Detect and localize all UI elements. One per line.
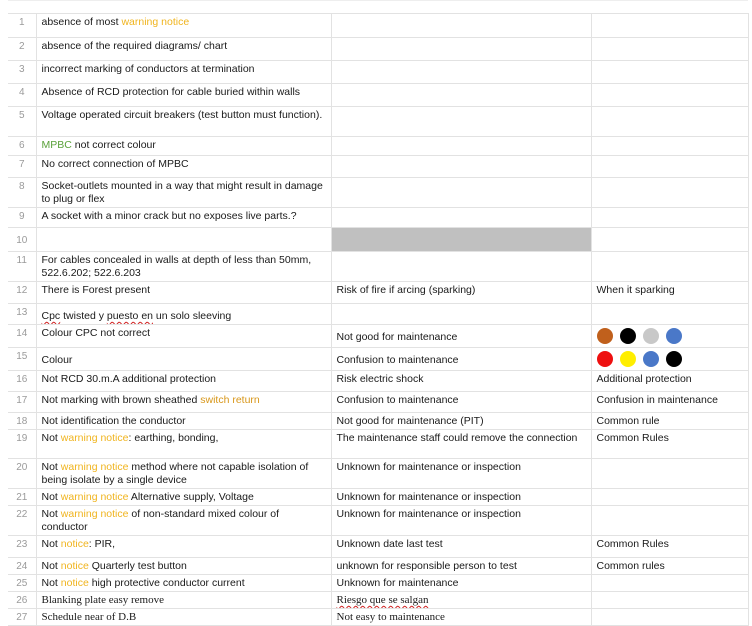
- issue-cell: [36, 430, 331, 459]
- issue-cell: [36, 506, 331, 536]
- issue-cell: Colour CPC not correct: [36, 325, 331, 348]
- note-cell: Common Rules: [591, 536, 748, 558]
- highlight-text: warning notice: [60, 461, 129, 473]
- table-row: [8, 304, 748, 325]
- highlight-text: MPBC: [41, 139, 72, 151]
- note-cell: Additional protection: [591, 371, 748, 392]
- row-number: 20: [8, 459, 36, 489]
- risk-cell: The maintenance staff could remove the connection: [331, 430, 591, 459]
- issue-text: : earthing, bonding,: [128, 432, 219, 444]
- colour-dot: [666, 328, 682, 344]
- risk-cell: [331, 208, 591, 228]
- note-cell: [591, 61, 748, 84]
- issue-text: Not: [41, 491, 61, 503]
- misspelled-text: Riesgo que se salgan: [336, 594, 429, 606]
- issue-cell: [36, 575, 331, 592]
- issue-text: high protective conductor current: [88, 577, 245, 589]
- risk-cell: Not good for maintenance: [331, 325, 591, 348]
- issue-cell: absence of the required diagrams/ chart: [36, 38, 331, 61]
- row-number: 2: [8, 38, 36, 61]
- row-number: 11: [8, 252, 36, 282]
- note-cell: [591, 592, 748, 609]
- risk-cell: [331, 14, 591, 38]
- issue-cell: [36, 304, 331, 325]
- issue-text: not correct colour: [71, 139, 156, 151]
- note-cell: [591, 137, 748, 156]
- colour-dot: [597, 328, 613, 344]
- risk-cell: Unknown for maintenance or inspection: [331, 489, 591, 506]
- issue-text: twisted y: [60, 310, 107, 322]
- table-row: [8, 38, 748, 61]
- table-row: [8, 107, 748, 137]
- issue-cell: Not identification the conductor: [36, 413, 331, 430]
- highlight-text: warning notice: [60, 508, 129, 520]
- risk-cell: Risk of fire if arcing (sparking): [331, 282, 591, 304]
- row-number: 17: [8, 392, 36, 413]
- issue-text: absence of most: [41, 16, 122, 28]
- note-cell: [591, 304, 748, 325]
- issue-cell: [36, 459, 331, 489]
- risk-cell: Risk electric shock: [331, 371, 591, 392]
- risk-cell: [331, 592, 591, 609]
- row-number: 14: [8, 325, 36, 348]
- colour-dots-row: [597, 327, 743, 344]
- issue-text: Not: [41, 560, 61, 572]
- table-row: [8, 178, 748, 208]
- risk-cell: Unknown date last test: [331, 536, 591, 558]
- table-row: [8, 325, 748, 348]
- issue-text: Not: [41, 577, 61, 589]
- note-cell: [591, 459, 748, 489]
- issue-text: Not: [41, 508, 61, 520]
- issue-text: : PIR,: [88, 538, 116, 550]
- note-cell: [591, 228, 748, 252]
- note-cell: [591, 107, 748, 137]
- issue-cell: Not RCD 30.m.A additional protection: [36, 371, 331, 392]
- note-cell: Common rule: [591, 413, 748, 430]
- colour-dot: [597, 351, 613, 367]
- risk-cell: [331, 252, 591, 282]
- row-number: 1: [8, 14, 36, 38]
- table-row: [8, 137, 748, 156]
- risk-cell: Not good for maintenance (PIT): [331, 413, 591, 430]
- issue-text: Not: [41, 538, 61, 550]
- table-row: [8, 413, 748, 430]
- note-cell: [591, 252, 748, 282]
- issue-text: Alternative supply, Voltage: [128, 491, 254, 503]
- colour-dot: [620, 328, 636, 344]
- row-number: 12: [8, 282, 36, 304]
- top-border: [8, 0, 748, 14]
- table-row: [8, 459, 748, 489]
- colour-dot: [666, 351, 682, 367]
- row-number: 13: [8, 304, 36, 325]
- note-cell: [591, 506, 748, 536]
- row-number: 22: [8, 506, 36, 536]
- row-number: 26: [8, 592, 36, 609]
- issue-text: method where not capable isolation of being isolate by a single device: [41, 461, 309, 486]
- issue-cell: incorrect marking of conductors at termination: [36, 61, 331, 84]
- row-number: 9: [8, 208, 36, 228]
- row-number: 16: [8, 371, 36, 392]
- risk-cell: Not easy to maintenance: [331, 609, 591, 626]
- issue-text: Not: [41, 461, 61, 473]
- colour-dots-row: [597, 350, 743, 367]
- risk-cell: [331, 304, 591, 325]
- risk-cell: [331, 38, 591, 61]
- issue-cell: Voltage operated circuit breakers (test button must function).: [36, 107, 331, 137]
- table-row: [8, 392, 748, 413]
- note-cell: [591, 14, 748, 38]
- table-row: [8, 430, 748, 459]
- risk-cell: [331, 61, 591, 84]
- colour-dot: [620, 351, 636, 367]
- risk-cell: [331, 84, 591, 107]
- issue-cell: [36, 558, 331, 575]
- note-cell: Common Rules: [591, 430, 748, 459]
- risk-cell: [331, 178, 591, 208]
- table-row: [8, 558, 748, 575]
- row-number: 23: [8, 536, 36, 558]
- issue-cell: Blanking plate easy remove: [36, 592, 331, 609]
- table-row: [8, 592, 748, 609]
- issue-cell: [36, 392, 331, 413]
- issue-cell: Absence of RCD protection for cable buried within walls: [36, 84, 331, 107]
- row-number: 5: [8, 107, 36, 137]
- table-row: [8, 228, 748, 252]
- risk-cell: [331, 107, 591, 137]
- highlight-text: notice: [60, 560, 89, 572]
- colour-dot: [643, 328, 659, 344]
- highlight-text: notice: [60, 577, 89, 589]
- table-row: [8, 489, 748, 506]
- table-row: [8, 84, 748, 107]
- risk-cell: Confusion to maintenance: [331, 392, 591, 413]
- issue-cell: Colour: [36, 348, 331, 371]
- issue-cell: [36, 489, 331, 506]
- issue-text: Quarterly test button: [88, 560, 187, 572]
- highlight-text: warning notice: [121, 16, 190, 28]
- row-number: 19: [8, 430, 36, 459]
- table-row: [8, 371, 748, 392]
- note-cell: [591, 208, 748, 228]
- note-cell: [591, 84, 748, 107]
- colour-dot: [643, 351, 659, 367]
- issue-cell: No correct connection of MPBC: [36, 156, 331, 178]
- risk-cell: Confusion to maintenance: [331, 348, 591, 371]
- table-row: [8, 348, 748, 371]
- table-row: [8, 156, 748, 178]
- issue-cell: There is Forest present: [36, 282, 331, 304]
- issue-text: Not marking with brown sheathed: [41, 394, 201, 406]
- issue-text: un solo sleeving: [153, 310, 232, 322]
- row-number: 15: [8, 348, 36, 371]
- notes-table: [8, 13, 749, 626]
- row-number: 3: [8, 61, 36, 84]
- note-cell: Common rules: [591, 558, 748, 575]
- table-row: [8, 506, 748, 536]
- row-number: 7: [8, 156, 36, 178]
- row-number: 25: [8, 575, 36, 592]
- table-row: [8, 536, 748, 558]
- highlight-text: notice: [60, 538, 89, 550]
- issue-cell: For cables concealed in walls at depth of less than 50mm, 522.6.202; 522.6.203: [36, 252, 331, 282]
- issue-text: of non-standard mixed colour of conductor: [41, 508, 280, 533]
- table-row: [8, 575, 748, 592]
- issue-text: Not: [41, 432, 61, 444]
- risk-cell: [331, 156, 591, 178]
- risk-cell: Unknown for maintenance or inspection: [331, 459, 591, 489]
- issue-cell: Socket-outlets mounted in a way that might result in damage to plug or flex: [36, 178, 331, 208]
- row-number: 4: [8, 84, 36, 107]
- highlight-text: warning notice: [60, 432, 129, 444]
- table-row: [8, 208, 748, 228]
- issue-cell: A socket with a minor crack but no exposes live parts.?: [36, 208, 331, 228]
- note-cell: When it sparking: [591, 282, 748, 304]
- highlight-text: warning notice: [60, 491, 129, 503]
- colour-dots-cell: [591, 348, 748, 371]
- table-row: [8, 282, 748, 304]
- table-row: [8, 252, 748, 282]
- risk-cell: [331, 137, 591, 156]
- row-number: 6: [8, 137, 36, 156]
- note-cell: [591, 575, 748, 592]
- row-number: 10: [8, 228, 36, 252]
- table-row: [8, 14, 748, 38]
- issue-cell: [36, 14, 331, 38]
- misspelled-text: Cpc: [41, 310, 61, 322]
- row-number: 27: [8, 609, 36, 626]
- note-cell: [591, 489, 748, 506]
- note-cell: Confusion in maintenance: [591, 392, 748, 413]
- colour-dots-cell: [591, 325, 748, 348]
- shaded-cell: [331, 228, 591, 252]
- risk-cell: unknown for responsible person to test: [331, 558, 591, 575]
- row-number: 24: [8, 558, 36, 575]
- risk-cell: Unknown for maintenance or inspection: [331, 506, 591, 536]
- issue-cell: [36, 228, 331, 252]
- issue-cell: [36, 536, 331, 558]
- issue-cell: [36, 137, 331, 156]
- note-cell: [591, 38, 748, 61]
- misspelled-text: puesto en: [106, 310, 153, 322]
- issue-cell: Schedule near of D.B: [36, 609, 331, 626]
- highlight-text: switch return: [200, 394, 260, 406]
- row-number: 18: [8, 413, 36, 430]
- row-number: 8: [8, 178, 36, 208]
- table-row: [8, 61, 748, 84]
- risk-cell: Unknown for maintenance: [331, 575, 591, 592]
- note-cell: [591, 156, 748, 178]
- note-cell: [591, 178, 748, 208]
- row-number: 21: [8, 489, 36, 506]
